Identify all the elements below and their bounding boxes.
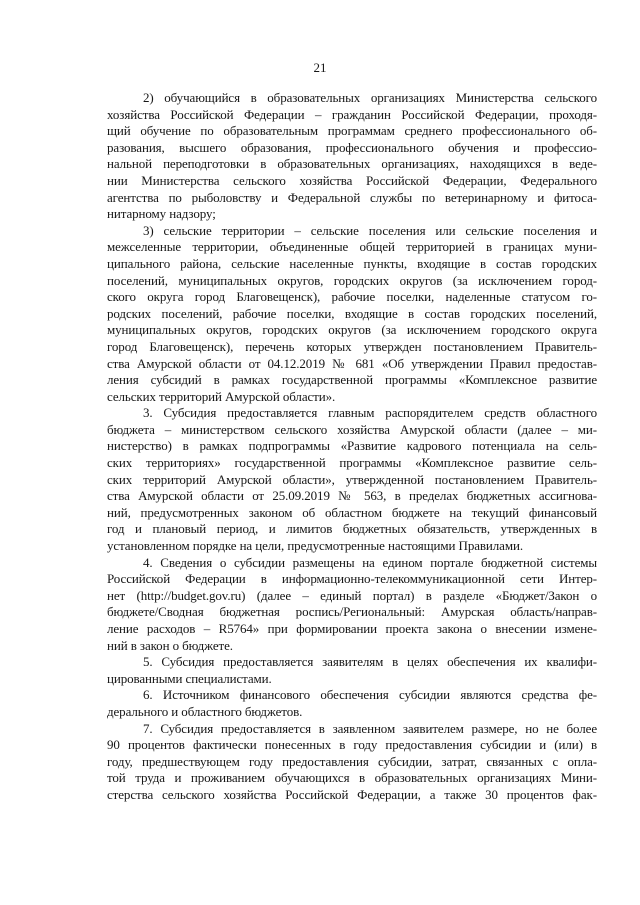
text-line: году, предшествующем году предоставления субсидии, затрат, связанных с опла- xyxy=(107,753,597,769)
text-line: 7. Субсидия предоставляется в заявленном заявителем размере, но не более xyxy=(143,720,597,736)
text-line: дерального и областного бюджетов. xyxy=(107,703,303,719)
text-line: ских территорий Амурской области», утвержденной постановлением Правитель- xyxy=(107,471,597,487)
text-line: хозяйства Российской Федерации – гражданин Российской Федерации, проходя- xyxy=(107,106,597,122)
text-line: 2) обучающийся в образовательных организациях Министерства сельского xyxy=(143,90,597,105)
text-line: нии Министерства сельского хозяйства Российской Федерации, Федерального xyxy=(107,172,597,188)
text-line: 3. Субсидия предоставляется главным распорядителем средств областного xyxy=(143,405,597,421)
text-line: муниципальных округов, городских округов (за исключением городского округа xyxy=(107,322,597,338)
text-line: ства Амурской области от 04.12.2019 № 681 «Об утверждении Правил предостав- xyxy=(107,355,597,371)
text-line: нальной переподготовки в образовательных организациях, находящихся в веде- xyxy=(107,156,597,172)
text-line: ства Амурской области от 25.09.2019 № 563, в пределах бюджетных ассигнова- xyxy=(107,488,597,504)
text-line: 5. Субсидия предоставляется заявителям в целях обеспечения их квалифи- xyxy=(143,654,597,670)
text-line: разования, высшего образования, профессионального обучения и профессио- xyxy=(107,139,597,155)
text-line: межселенные территории, объединенные общей территорией в границах муни- xyxy=(107,239,597,255)
text-line: 90 процентов фактически понесенных в году предоставления субсидии и (или) в xyxy=(107,737,597,753)
paragraph xyxy=(107,223,597,406)
text-line: ления субсидий в рамках государственной программы «Комплексное развитие xyxy=(107,372,597,388)
text-line: той труда и проживанием обучающихся в образовательных организациях Мини- xyxy=(107,770,597,786)
text-line: поселений, муниципальных округов, городских округов (за исключением город- xyxy=(107,272,597,288)
text-line: город Благовещенск), перечень которых утвержден постановлением Правитель- xyxy=(107,338,597,354)
text-line: ципального района, сельские населенные пункты, входящие в состав городских xyxy=(107,255,597,271)
text-line: ний, предусмотренных законом об областном бюджете на текущий финансовый xyxy=(107,504,597,520)
text-line: Российской Федерации в информационно-телекоммуникационной сети Интер- xyxy=(107,571,597,587)
text-line: нитарному надзору; xyxy=(107,206,216,222)
document-body xyxy=(107,90,597,804)
text-line: нистерство) в рамках подпрограммы «Развитие кадрового потенциала на сель- xyxy=(107,438,597,454)
text-line: щий обучение по образовательным программам среднего профессионального об- xyxy=(107,123,597,139)
text-line: бюджете/Сводная бюджетная роспись/Региональный: Амурская область/направ- xyxy=(107,604,597,620)
text-line: 3) сельские территории – сельские поселения или сельские поселения и xyxy=(143,222,597,238)
paragraph xyxy=(107,654,597,687)
text-line: бюджета – министерством сельского хозяйства Амурской области (далее – ми- xyxy=(107,421,597,437)
paragraph xyxy=(107,555,597,655)
text-line: ского округа город Благовещенск), рабочие поселки, наделенные статусом го- xyxy=(107,289,597,305)
text-line: ний в закон о бюджете. xyxy=(107,637,233,653)
text-line: родских поселений, рабочие поселки, входящие в состав городских поселений, xyxy=(107,305,597,321)
paragraph xyxy=(107,90,597,223)
text-line: стерства сельского хозяйства Российской Федерации, а также 30 процентов фак- xyxy=(107,786,597,802)
text-line: год и плановый период, и лимитов бюджетных обязательств, утвержденных в xyxy=(107,521,597,537)
text-line: ских территориях» государственной программы «Комплексное развитие сель- xyxy=(107,455,597,471)
text-line: агентства по рыболовству и Федеральной службы по ветеринарному и фитоса- xyxy=(107,189,597,205)
text-line: цированными специалистами. xyxy=(107,670,272,686)
text-line: 6. Источником финансового обеспечения субсидии являются средства фе- xyxy=(143,687,597,703)
paragraph xyxy=(107,405,597,554)
text-line: сельских территорий Амурской области». xyxy=(107,388,336,404)
page-number: 21 xyxy=(313,60,327,75)
text-line: нет (http://budget.gov.ru) (далее – единый портал) в разделе «Бюджет/Закон о xyxy=(107,587,597,603)
text-line: ление расходов – R5764» при формировании проекта закона о внесении измене- xyxy=(107,621,597,636)
text-line: 4. Сведения о субсидии размещены на едином портале бюджетной системы xyxy=(143,554,597,570)
paragraph xyxy=(107,721,597,804)
text-line: установленном порядке на цели, предусмотренные настоящими Правилами. xyxy=(107,538,523,554)
paragraph xyxy=(107,687,597,720)
